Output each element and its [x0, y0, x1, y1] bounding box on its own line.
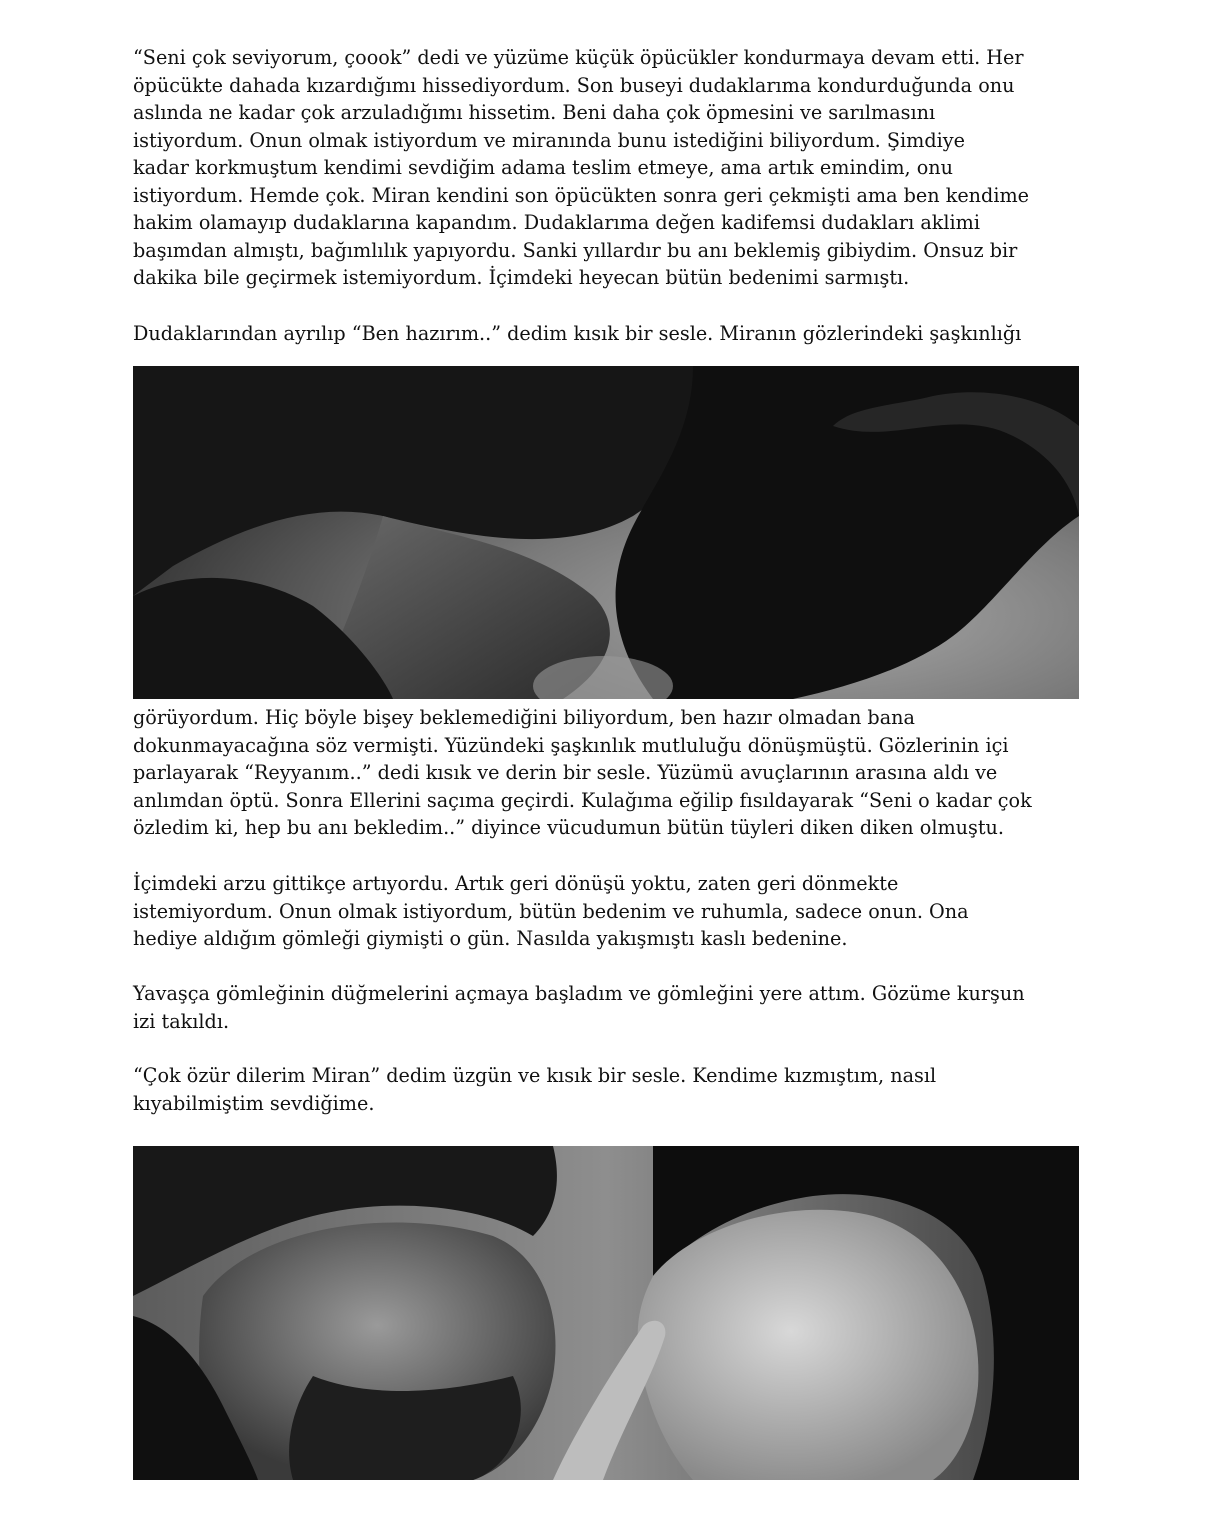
paragraph-5: Yavaşça gömleğinin düğmelerini açmaya başladım ve gömleğini yere attım. Gözüme kurşun izi takıldı. — [133, 982, 1025, 1033]
photo-kiss-embrace — [133, 366, 1079, 699]
photo-face-to-face — [133, 1146, 1079, 1480]
paragraph-6: “Çok özür dilerim Miran” dedim üzgün ve kısık bir sesle. Kendime kızmıştım, nasıl kıyabilmiştim sevdiğime. — [133, 1064, 937, 1115]
paragraph-2: Dudaklarından ayrılıp “Ben hazırım..” dedim kısık bir sesle. Miranın gözlerindeki şaşkınlığı — [133, 322, 1022, 345]
paragraph-1: “Seni çok seviyorum, çoook” dedi ve yüzüme küçük öpücükler kondurmaya devam etti. Her öpücükte dahada kızardığımı hissediyordum. Son buseyi dudaklarıma kondurduğunda onu aslında ne kadar çok arzuladığımı hissetim. Beni daha çok öpmesini ve sarılmasını istiyordum. Onun olmak istiyordum ve miranında bunu istediğini biliyordum. Şimdiye kadar korkmuştum kendimi sevdiğim adama teslim etmeye, ama artık emindim, onu istiyordum. Hemde çok. Miran kendini son öpücükten sonra geri çekmişti ama ben kendime hakim olamayıp dudaklarına kapandım. Dudaklarıma değen kadifemsi dudakları aklimi başımdan almıştı, bağımlılık yapıyordu. Sanki yıllardır bu anı beklemiş gibiydim. Onsuz bir dakika bile geçirmek istemiyordum. İçimdeki heyecan bütün bedenimi sarmıştı. — [133, 46, 1030, 289]
paragraph-3: görüyordum. Hiç böyle bişey beklemediğini biliyordum, ben hazır olmadan bana dokunmayacağına söz vermişti. Yüzündeki şaşkınlık mutluluğu dönüşmüştü. Gözlerinin içi parlayarak “Reyyanım..” dedi kısık ve derin bir sesle. Yüzümü avuçlarının arasına aldı ve anlımdan öptü. Sonra Ellerini saçıma geçirdi. Kulağıma eğilip fısıldayarak “Seni o kadar çok özledim ki, hep bu anı bekledim..” diyince vücudumun bütün tüyleri diken diken olmuştu. — [133, 706, 1032, 839]
paragraph-4: İçimdeki arzu gittikçe artıyordu. Artık geri dönüşü yoktu, zaten geri dönmekte istemiyordum. Onun olmak istiyordum, bütün bedenim ve ruhumla, sadece onun. Ona hediye aldığım gömleği giymişti o gün. Nasılda yakışmıştı kaslı bedenine. — [133, 872, 969, 950]
